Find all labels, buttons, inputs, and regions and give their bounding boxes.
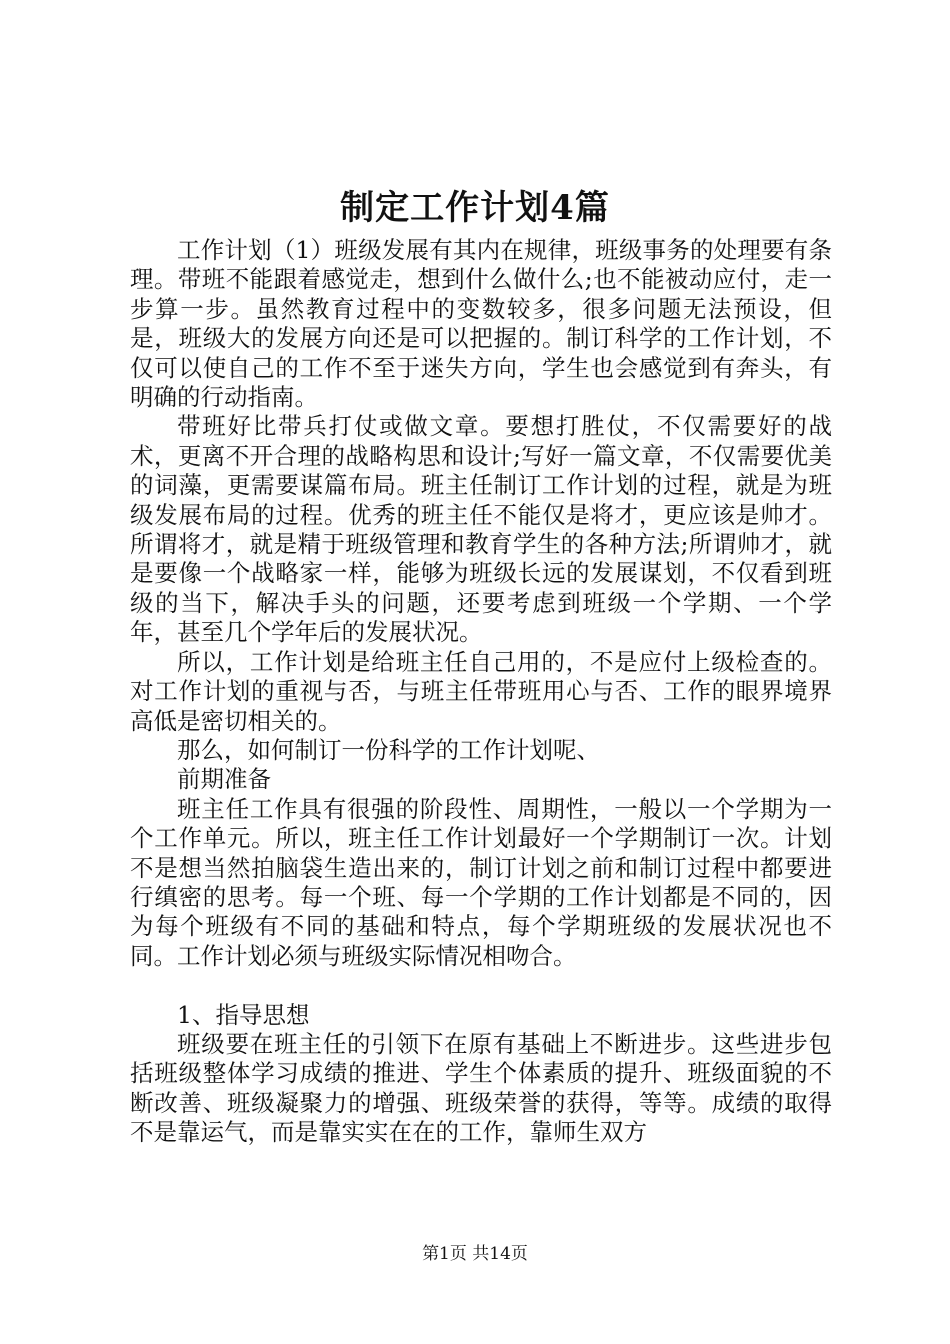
paragraph-spacer [130, 971, 832, 1000]
paragraph-question: 那么，如何制订一份科学的工作计划呢、 [177, 735, 600, 764]
paragraph-guiding-thought: 班级要在班主任的引领下在原有基础上不断进步。这些进步包括班级整体学习成绩的推进、学生个体素质的提升、班级面貌的不断改善、班级凝聚力的增强、班级荣誉的获得，等等。成绩的取得不是靠运气，而是靠实实在在的工作，靠师生双方 [130, 1029, 832, 1147]
document-body [130, 236, 832, 1148]
paragraph-intro: 工作计划（1）班级发展有其内在规律，班级事务的处理要有条理。带班不能跟着感觉走，想到什么做什么;也不能被动应付，走一步算一步。虽然教育过程中的变数较多，很多问题无法预设，但是，班级大的发展方向还是可以把握的。制订科学的工作计划，不仅可以使自己的工作不至于迷失方向，学生也会感觉到有奔头，有明确的行动指南。 [130, 236, 832, 412]
paragraph-purpose: 所以，工作计划是给班主任自己用的，不是应付上级检查的。对工作计划的重视与否，与班主任带班用心与否、工作的眼界境界高低是密切相关的。 [130, 647, 832, 735]
section-heading-guiding-thought: 1、指导思想 [177, 1000, 310, 1029]
paragraph-preparation: 班主任工作具有很强的阶段性、周期性，一般以一个学期为一个工作单元。所以，班主任工作计划最好一个学期制订一次。计划不是想当然拍脑袋生造出来的，制订计划之前和制订过程中都要进行缜密的思考。每一个班、每一个学期的工作计划都是不同的，因为每个班级有不同的基础和特点，每个学期班级的发展状况也不同。工作计划必须与班级实际情况相吻合。 [130, 794, 832, 970]
section-heading-preparation: 前期准备 [177, 765, 271, 794]
paragraph-strategy: 带班好比带兵打仗或做文章。要想打胜仗，不仅需要好的战术，更离不开合理的战略构思和设计;写好一篇文章，不仅需要优美的词藻，更需要谋篇布局。班主任制订工作计划的过程，就是为班级发展布局的过程。优秀的班主任不能仅是将才，更应该是帅才。所谓将才，就是精于班级管理和教育学生的各种方法;所谓帅才，就是要像一个战略家一样，能够为班级长远的发展谋划，不仅看到班级的当下，解决手头的问题，还要考虑到班级一个学期、一个学年，甚至几个学年后的发展状况。 [130, 412, 832, 647]
page-footer: 第1页 共14页 [422, 1244, 528, 1264]
document-title: 制定工作计划4篇 [340, 188, 610, 228]
